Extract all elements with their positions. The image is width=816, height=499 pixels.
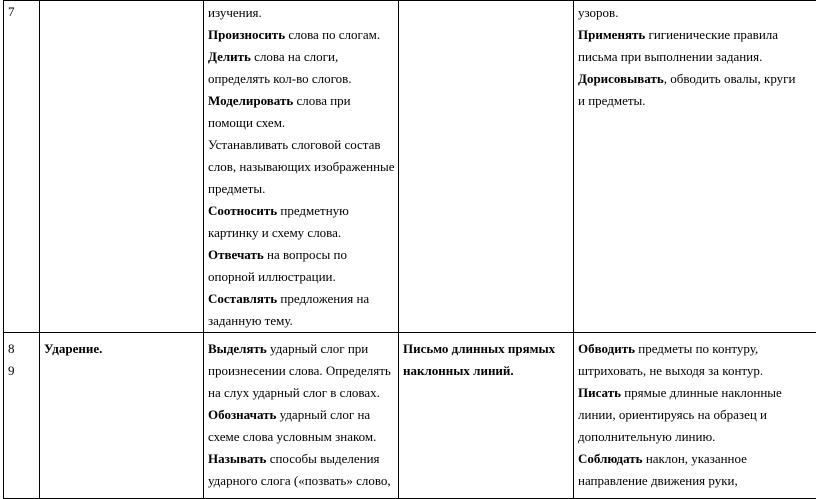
text-line — [208, 310, 394, 332]
text-line — [208, 338, 394, 360]
text-line — [208, 46, 394, 68]
text-line — [208, 426, 394, 448]
text-run: заданную тему. — [208, 313, 293, 328]
lesson-number: 7 — [8, 1, 35, 23]
text-run: и предметы. — [578, 93, 646, 108]
text-line — [208, 24, 394, 46]
text-run: ударный слог на — [276, 407, 370, 422]
text-run: на вопросы по — [264, 247, 347, 262]
topic-cell — [40, 333, 204, 499]
text-run: предметную — [277, 203, 349, 218]
text-line — [208, 178, 394, 200]
writing-activities-cell — [574, 333, 816, 499]
text-line — [208, 156, 394, 178]
lesson-plan-table — [3, 0, 816, 499]
text-run: схеме слова условным знаком. — [208, 429, 376, 444]
action-verb: Составлять — [208, 291, 277, 306]
text-run: слова по слогам. — [285, 27, 380, 42]
lesson-number: 8 — [8, 338, 35, 360]
writing-topic-line: Письмо длинных прямых — [403, 338, 569, 360]
text-line — [578, 426, 816, 448]
text-run: способы выделения — [266, 451, 379, 466]
text-run: на слух ударный слог в словах. — [208, 385, 380, 400]
text-run: слова на слоги, — [251, 49, 338, 64]
text-line — [208, 90, 394, 112]
text-line — [208, 382, 394, 404]
writing-cell — [399, 1, 574, 333]
text-run: ударный слог при — [267, 341, 368, 356]
text-line — [578, 448, 816, 470]
action-verb: Обозначать — [208, 407, 276, 422]
text-line — [578, 46, 816, 68]
text-run: ударного слога («позвать» слово, — [208, 473, 391, 488]
text-line — [578, 90, 816, 112]
text-line — [208, 288, 394, 310]
lesson-number: 9 — [8, 360, 35, 382]
text-run: помощи схем. — [208, 115, 285, 130]
text-line — [578, 24, 816, 46]
text-line — [208, 200, 394, 222]
text-line — [578, 404, 816, 426]
text-line — [208, 134, 394, 156]
text-run: направление движения руки, — [578, 473, 738, 488]
text-run: штриховать, не выходя за контур. — [578, 363, 763, 378]
text-run: предметы. — [208, 181, 265, 196]
text-run: узоров. — [578, 5, 618, 20]
text-line — [208, 360, 394, 382]
text-run: дополнительную линию. — [578, 429, 715, 444]
action-verb: Делить — [208, 49, 251, 64]
action-verb: Произносить — [208, 27, 285, 42]
text-run: опорной иллюстрации. — [208, 269, 336, 284]
action-verb: Называть — [208, 451, 266, 466]
activities-cell — [204, 1, 399, 333]
text-run: Устанавливать слоговой состав — [208, 137, 381, 152]
action-verb: Отвечать — [208, 247, 264, 262]
lesson-number-cell — [4, 333, 40, 499]
writing-cell — [399, 333, 574, 499]
text-run: слов, называющих изображенные — [208, 159, 395, 174]
topic-cell — [40, 1, 204, 333]
text-run: изучения. — [208, 5, 262, 20]
text-line — [208, 266, 394, 288]
table-row — [4, 1, 816, 333]
text-run: слова при — [293, 93, 350, 108]
activities-cell — [204, 333, 399, 499]
text-run: картинку и схему слова. — [208, 225, 341, 240]
text-line — [208, 222, 394, 244]
text-run: письма при выполнении задания. — [578, 49, 762, 64]
text-run: прямые длинные наклонные — [621, 385, 782, 400]
text-line — [208, 68, 394, 90]
writing-topic-line: наклонных линий. — [403, 360, 569, 382]
topic-title: Ударение. — [44, 338, 199, 360]
text-line — [208, 2, 394, 24]
text-run: , обводить овалы, круги — [664, 71, 796, 86]
text-line — [578, 68, 816, 90]
text-line — [578, 360, 816, 382]
action-verb: Соблюдать — [578, 451, 643, 466]
text-run: произнесении слова. Определять — [208, 363, 391, 378]
text-line — [208, 244, 394, 266]
text-run: определять кол-во слогов. — [208, 71, 352, 86]
action-verb: Соотносить — [208, 203, 277, 218]
text-run: наклон, указанное — [643, 451, 747, 466]
text-run: гигиенические правила — [645, 27, 778, 42]
text-line — [578, 2, 816, 24]
text-run: линии, ориентируясь на образец и — [578, 407, 767, 422]
action-verb: Дорисовывать — [578, 71, 664, 86]
action-verb: Применять — [578, 27, 645, 42]
writing-activities-cell — [574, 1, 816, 333]
text-line — [578, 470, 816, 492]
action-verb: Писать — [578, 385, 621, 400]
text-line — [208, 470, 394, 492]
action-verb: Выделять — [208, 341, 267, 356]
action-verb: Моделировать — [208, 93, 293, 108]
text-line — [208, 448, 394, 470]
text-line — [208, 112, 394, 134]
text-line — [578, 382, 816, 404]
lesson-number-cell — [4, 1, 40, 333]
text-line — [578, 338, 816, 360]
text-run: предложения на — [277, 291, 369, 306]
text-line — [208, 404, 394, 426]
table-row — [4, 333, 816, 499]
action-verb: Обводить — [578, 341, 635, 356]
text-run: предметы по контуру, — [635, 341, 758, 356]
